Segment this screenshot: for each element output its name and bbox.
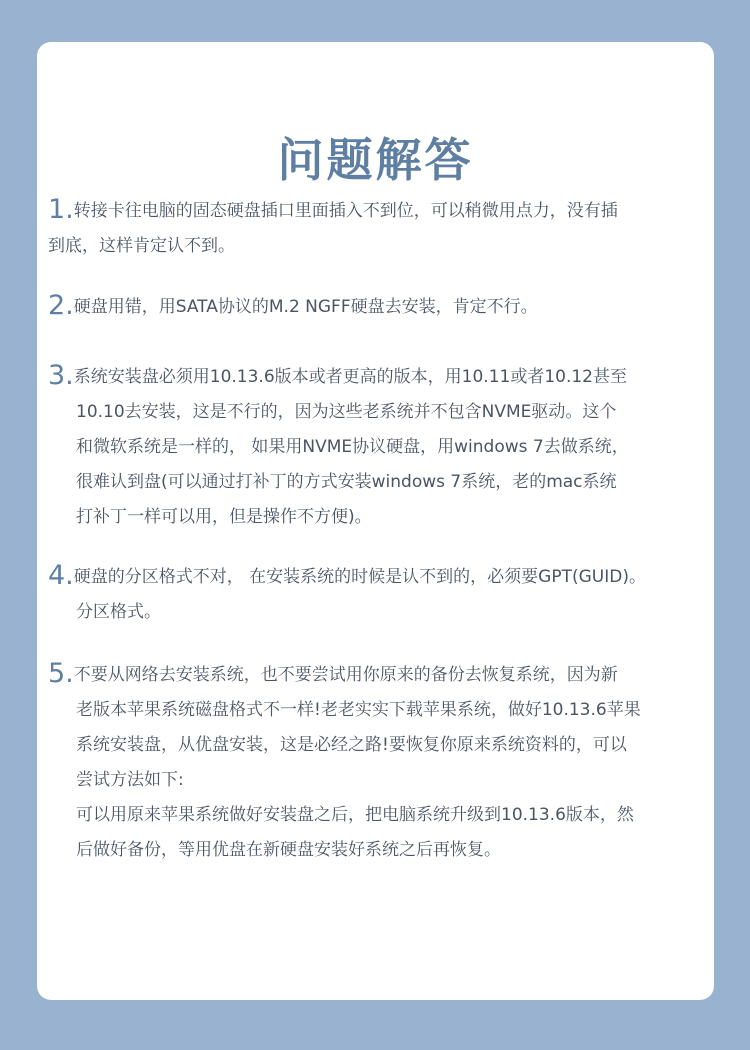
item-text-line: 10.10去安装，这是不行的，因为这些老系统并不包含NVME驱动。这个 [76,402,617,422]
item-text-line: 老版本苹果系统磁盘格式不一样!老老实实下载苹果系统，做好10.13.6苹果 [76,700,641,720]
faq-item-2 [48,288,698,325]
faq-item-3 [48,358,698,535]
item-text-line: 不要从网络去安装系统，也不要尝试用你原来的备份去恢复系统，因为新 [73,665,618,685]
item-text-line: 打补丁一样可以用，但是操作不方便)。 [76,507,372,527]
item-text-line: 到底，这样肯定认不到。 [48,236,235,256]
item-text-line: 和微软系统是一样的， 如果用NVME协议硬盘，用windows 7去做系统， [76,437,629,457]
item-text-line: 系统安装盘，从优盘安装，这是必经之路!要恢复你原来系统资料的，可以 [76,735,627,755]
item-text-line: 尝试方法如下: [76,770,184,790]
item-text-line: 转接卡往电脑的固态硬盘插口里面插入不到位，可以稍微用点力，没有插 [73,201,618,221]
item-number: 4. [48,560,74,591]
item-text-line: 分区格式。 [76,602,161,622]
item-number: 1. [48,194,74,225]
item-number: 5. [48,658,74,689]
item-text-line: 硬盘用错，用SATA协议的M.2 NGFF硬盘去安装，肯定不行。 [73,297,538,317]
item-number: 2. [48,290,74,321]
item-number: 3. [48,360,74,391]
item-text-line: 很难认到盘(可以通过打补丁的方式安装windows 7系统，老的mac系统 [76,472,617,492]
faq-item-1 [48,192,698,264]
item-text-line: 后做好备份，等用优盘在新硬盘安装好系统之后再恢复。 [76,840,501,860]
item-text-line: 硬盘的分区格式不对， 在安装系统的时候是认不到的，必须要GPT(GUID)。 [73,567,646,587]
item-text-line: 可以用原来苹果系统做好安装盘之后，把电脑系统升级到10.13.6版本，然 [76,805,634,825]
item-text-line: 系统安装盘必须用10.13.6版本或者更高的版本，用10.11或者10.12甚至 [73,367,627,387]
faq-item-4 [48,558,698,630]
faq-item-5 [48,656,698,868]
page-title: 问题解答 [277,133,474,187]
